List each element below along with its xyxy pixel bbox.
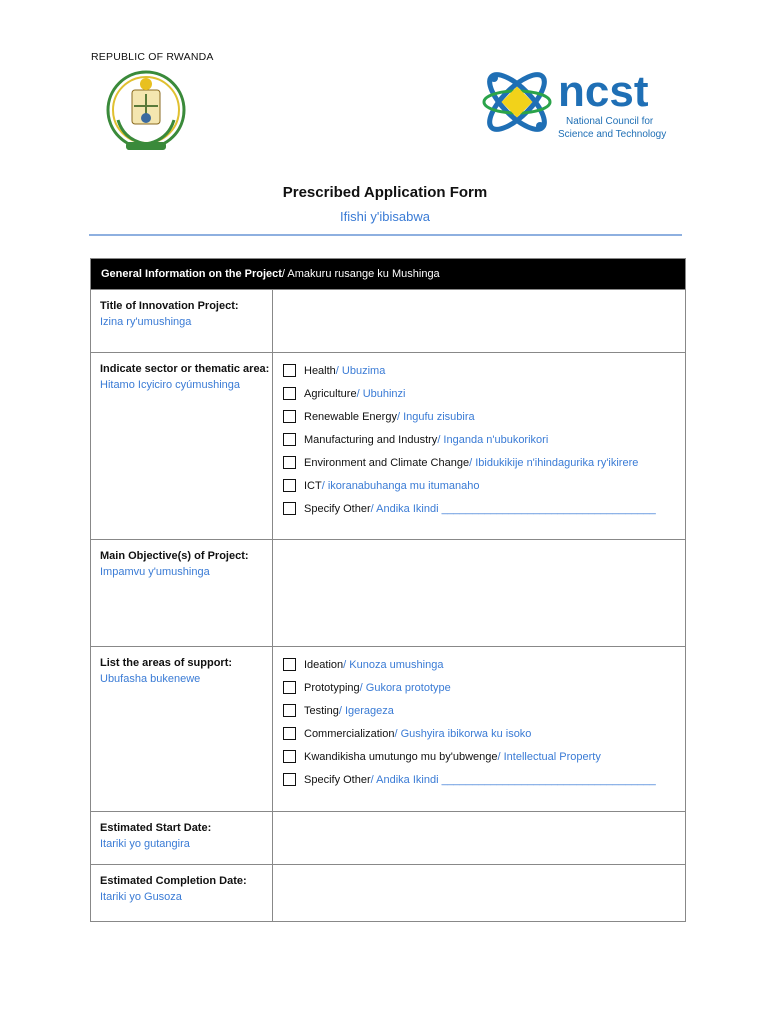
end-date-row — [91, 864, 685, 921]
support-option[interactable]: Ideation / Kunoza umushinga — [283, 653, 685, 676]
checkbox[interactable] — [283, 456, 296, 469]
checkbox[interactable] — [283, 502, 296, 515]
checkbox[interactable] — [283, 410, 296, 423]
project-title-row — [91, 289, 685, 352]
section-title-en: General Information on the Project — [101, 268, 282, 280]
support-options — [273, 647, 685, 811]
checkbox[interactable] — [283, 750, 296, 763]
sector-option[interactable]: Health / Ubuzima — [283, 359, 685, 382]
divider — [89, 234, 682, 236]
checkbox[interactable] — [283, 658, 296, 671]
support-option[interactable]: Specify Other / Andika Ikindi ___________________________________ — [283, 768, 685, 791]
sector-option[interactable]: ICT / ikoranabuhanga mu itumanaho — [283, 474, 685, 497]
sector-option[interactable]: Specify Other / Andika Ikindi ___________________________________ — [283, 497, 685, 520]
page-subtitle: Ifishi y'ibisabwa — [340, 209, 430, 224]
svg-text:National Council for: National Council for — [566, 116, 654, 127]
sector-option[interactable]: Environment and Climate Change / Ibidukikije n'ihindagurika ry'ikirere — [283, 451, 685, 474]
republic-label: REPUBLIC OF RWANDA — [91, 51, 214, 63]
checkbox[interactable] — [283, 727, 296, 740]
checkbox[interactable] — [283, 364, 296, 377]
sector-row — [91, 352, 685, 539]
checkbox[interactable] — [283, 704, 296, 717]
sector-options — [273, 353, 685, 539]
objective-row — [91, 539, 685, 646]
ncst-logo — [480, 64, 675, 142]
svg-text:Science and Technology: Science and Technology — [558, 129, 667, 140]
start-date-field[interactable] — [273, 812, 685, 864]
support-option[interactable]: Prototyping / Gukora prototype — [283, 676, 685, 699]
support-label: List the areas of support: Ubufasha bukenewe — [91, 647, 273, 811]
objective-field[interactable] — [273, 540, 685, 646]
support-option[interactable]: Testing / Igerageza — [283, 699, 685, 722]
checkbox[interactable] — [283, 387, 296, 400]
end-date-field[interactable] — [273, 865, 685, 921]
page-title: Prescribed Application Form — [282, 184, 488, 201]
support-option[interactable]: Kwandikisha umutungo mu by'ubwenge / Intellectual Property — [283, 745, 685, 768]
sector-label: Indicate sector or thematic area: Hitamo Icyiciro cyúmushinga — [91, 353, 273, 539]
objective-label: Main Objective(s) of Project: Impamvu y'umushinga — [91, 540, 273, 646]
rwanda-seal-icon — [104, 68, 188, 158]
application-form — [90, 258, 686, 922]
section-title-rw: / Amakuru rusange ku Mushinga — [281, 268, 440, 280]
end-date-label: Estimated Completion Date: Itariki yo Gusoza — [91, 865, 273, 921]
checkbox[interactable] — [283, 433, 296, 446]
project-title-field[interactable] — [273, 290, 685, 352]
support-row — [91, 646, 685, 811]
sector-option[interactable]: Renewable Energy / Ingufu zisubira — [283, 405, 685, 428]
svg-text:ncst: ncst — [558, 67, 649, 116]
support-option[interactable]: Commercialization / Gushyira ibikorwa ku isoko — [283, 722, 685, 745]
sector-option[interactable]: Manufacturing and Industry / Inganda n'ubukorikori — [283, 428, 685, 451]
start-date-label: Estimated Start Date: Itariki yo gutangira — [91, 812, 273, 864]
section-header — [91, 259, 685, 289]
start-date-row — [91, 811, 685, 864]
project-title-label: Title of Innovation Project: Izina ry'umushinga — [91, 290, 273, 352]
checkbox[interactable] — [283, 681, 296, 694]
checkbox[interactable] — [283, 479, 296, 492]
sector-option[interactable]: Agriculture / Ubuhinzi — [283, 382, 685, 405]
checkbox[interactable] — [283, 773, 296, 786]
